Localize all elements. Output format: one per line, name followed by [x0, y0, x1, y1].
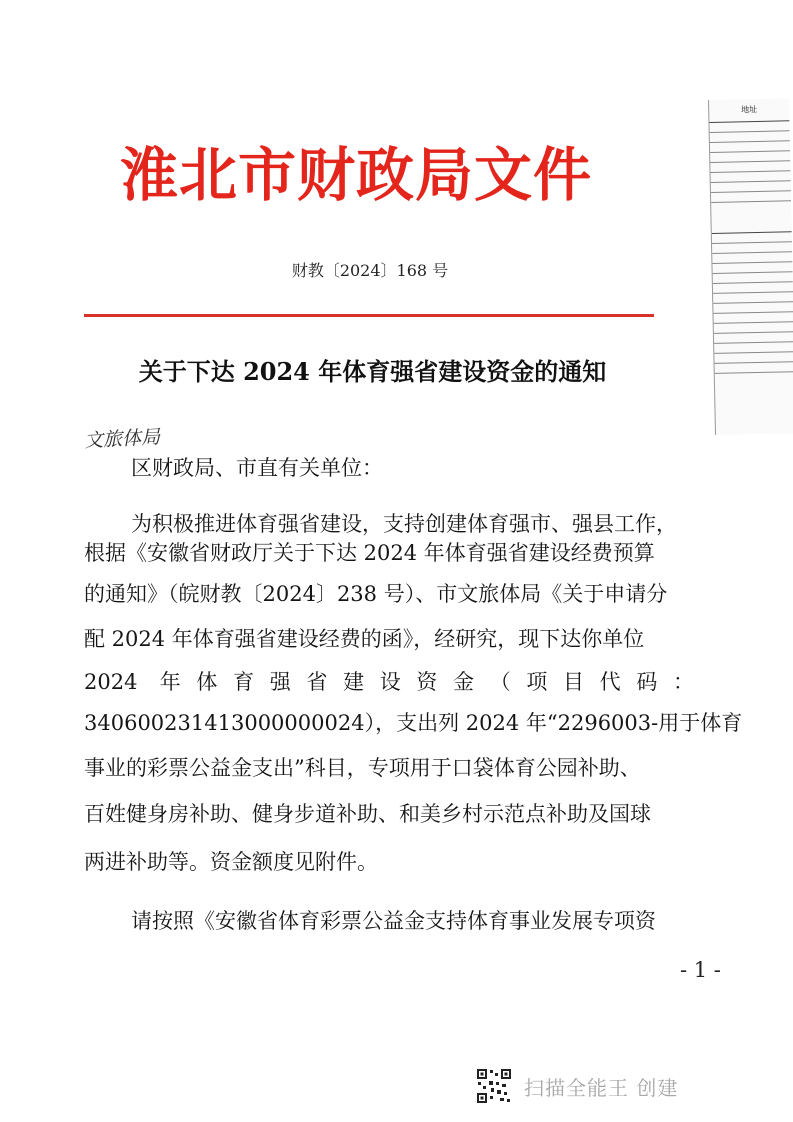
- body-line: 为积极推进体育强省建设，支持创建体育强市、强县工作，: [131, 512, 677, 536]
- body-line: 事业的彩票公益金支出”科目，专项用于口袋体育公园补助、: [84, 756, 641, 780]
- addressee-line: 区财政局、市直有关单位：: [131, 456, 383, 480]
- scrap-header: 地址: [709, 98, 789, 123]
- body-line: 340600231413000000024），支出列 2024 年“2296003-用于体育: [84, 711, 743, 735]
- body-line: 的通知》（皖财教〔2024〕238 号）、市文旅体局《关于申请分: [84, 582, 668, 606]
- body-line: 2024 年体育强省建设资金（项目代码：: [84, 670, 694, 694]
- notice-subject: 关于下达 2024 年体育强省建设资金的通知: [138, 357, 607, 386]
- scanner-watermark: [476, 1066, 678, 1106]
- document-number: 财教〔2024〕168 号: [291, 261, 449, 280]
- watermark-text: 扫描全能王 创建: [524, 1075, 679, 1100]
- page-number: - 1 -: [680, 958, 721, 982]
- next-paragraph-line: 请按照《安徽省体育彩票公益金支持体育事业发展专项资: [131, 909, 656, 933]
- body-line: 根据《安徽省财政厅关于下达 2024 年体育强省建设经费预算: [84, 541, 655, 565]
- handwritten-note: 文旅体局: [83, 426, 161, 452]
- body-line: 百姓健身房补助、健身步道补助、和美乡村示范点补助及国球: [84, 802, 651, 826]
- issuer-title: 淮北市财政局文件: [120, 141, 593, 209]
- body-line: 两进补助等。资金额度见附件。: [84, 850, 378, 874]
- red-separator-line: [84, 314, 654, 317]
- qr-code-icon: [476, 1068, 512, 1104]
- body-line: 配 2024 年体育强省建设经费的函》，经研究，现下达你单位: [84, 627, 645, 651]
